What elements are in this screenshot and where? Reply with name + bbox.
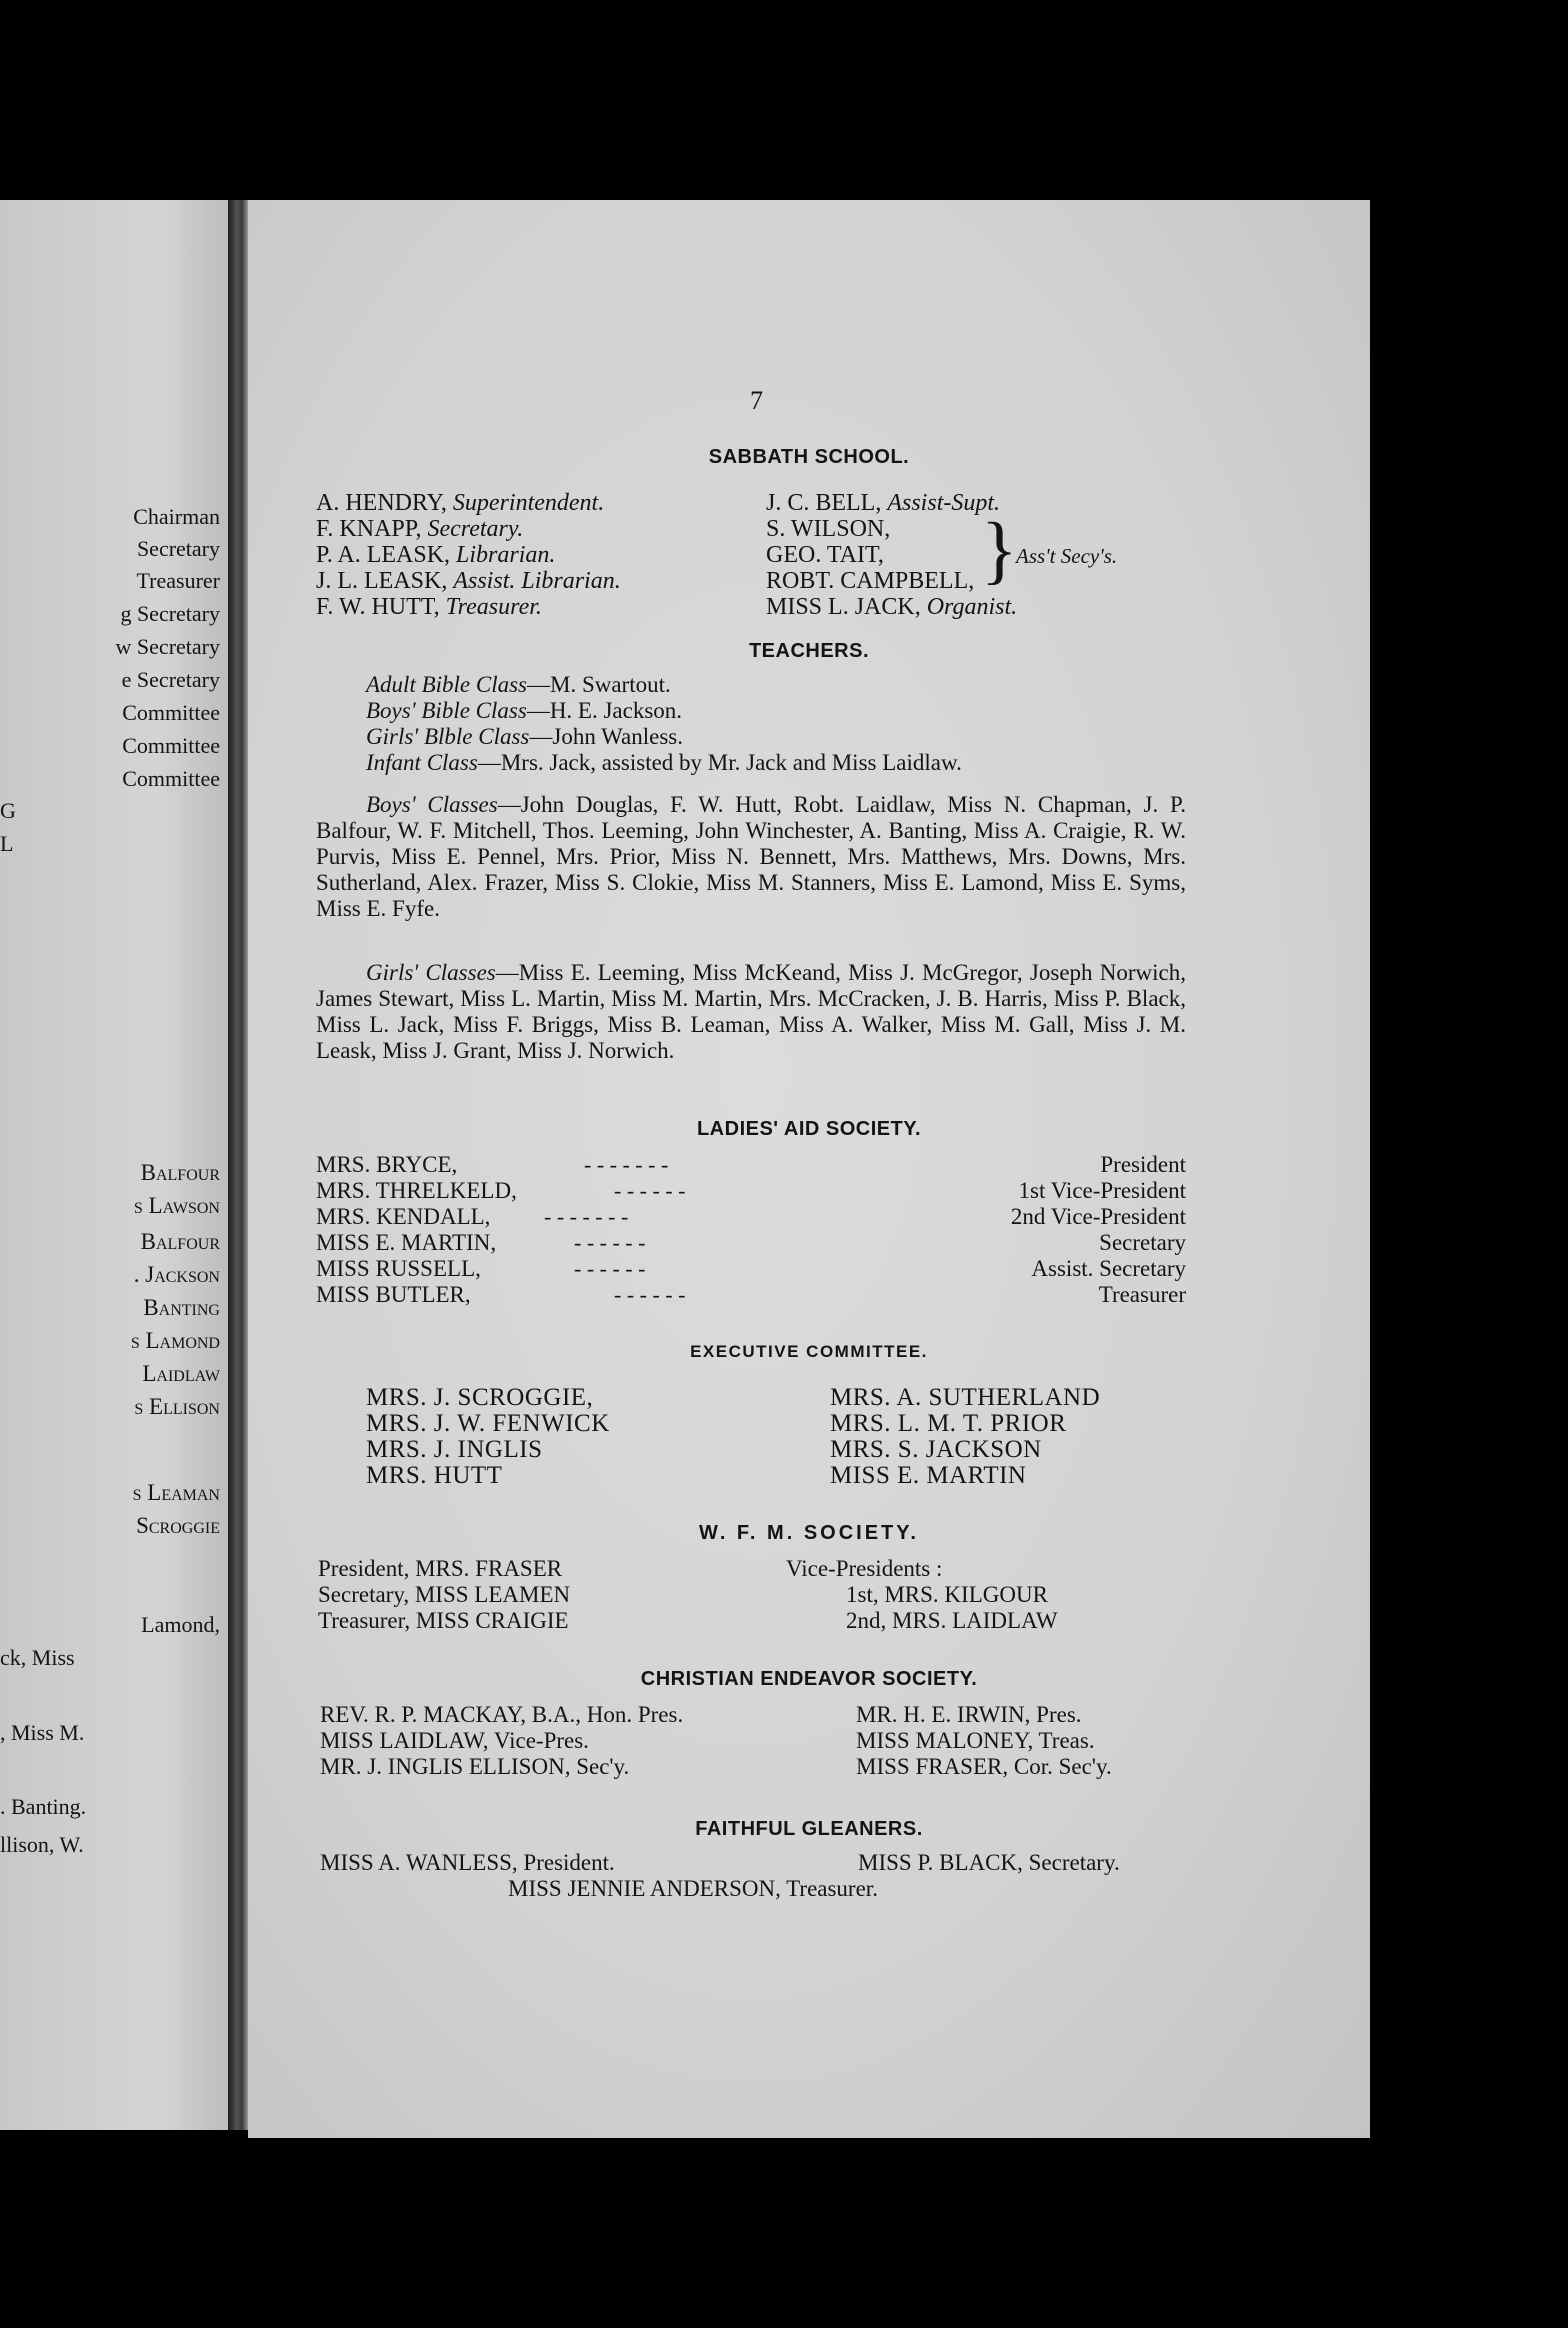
officer-row xyxy=(316,568,621,595)
officer-role: Secretary xyxy=(1099,1230,1186,1255)
class-text: —M. Swartout. xyxy=(527,672,671,697)
left-line: llison, W. xyxy=(0,1832,84,1857)
curly-brace-icon: } xyxy=(981,508,1018,592)
officer-name: P. A. LEASK, xyxy=(316,542,451,568)
committee-member: MRS. L. M. T. PRIOR xyxy=(830,1410,1067,1437)
page-7 xyxy=(248,200,1370,2138)
ce-officer: MR. H. E. IRWIN, Pres. xyxy=(856,1702,1082,1727)
ce-officer: MISS FRASER, Cor. Sec'y. xyxy=(856,1754,1112,1779)
left-line: Balfour xyxy=(140,1229,220,1254)
officer-row xyxy=(316,1256,1186,1282)
left-line: . Banting. xyxy=(0,1794,87,1819)
officer-role: Superintendent. xyxy=(452,490,605,516)
committee-member: MRS. A. SUTHERLAND xyxy=(830,1384,1101,1411)
officer-name: J. L. LEASK, xyxy=(316,568,448,594)
boys-classes-paragraph xyxy=(316,792,1186,922)
officer-name: GEO. TAIT, xyxy=(766,542,884,568)
officer-role: 1st Vice-President xyxy=(1018,1178,1186,1203)
officer-role: Librarian. xyxy=(456,542,556,568)
officer-name: MRS. THRELKELD, xyxy=(316,1178,517,1203)
left-line: s Lamond xyxy=(130,1328,220,1353)
class-label: Adult Bible Class xyxy=(366,672,527,697)
ce-officer: REV. R. P. MACKAY, B.A., Hon. Pres. xyxy=(320,1702,684,1727)
girls-classes-text: —Miss E. Leeming, Miss McKeand, Miss J. McGregor, Joseph Norwich, James Stewart, Miss L. Martin, Miss M. Martin, Mrs. McCracken, J. B. Harris, Miss P. Black, Miss L. Jack, Miss F. Briggs, Miss B. Leaman, Miss A. Walker, Miss M. Gall, Miss J. M. Leask, Miss J. Grant, Miss J. Norwich. xyxy=(316,960,1186,1063)
committee-member: MISS E. MARTIN xyxy=(830,1462,1027,1489)
committee-member: MRS. HUTT xyxy=(366,1462,503,1489)
left-line: s Leaman xyxy=(132,1480,220,1505)
wfm-officer: 2nd, MRS. LAIDLAW xyxy=(846,1608,1058,1633)
officer-name: MISS RUSSELL, xyxy=(316,1256,481,1281)
officer-row xyxy=(316,490,604,517)
gleaners-officer: MISS JENNIE ANDERSON, Treasurer. xyxy=(508,1876,878,1901)
class-line xyxy=(366,724,683,750)
officer-role: Treasurer xyxy=(1098,1282,1186,1307)
left-line: Laidlaw xyxy=(142,1361,220,1386)
gleaners-officer: MISS A. WANLESS, President. xyxy=(320,1850,615,1875)
class-line xyxy=(366,672,671,698)
officer-name: F. W. HUTT, xyxy=(316,594,440,620)
class-text: —John Wanless. xyxy=(529,724,684,749)
left-line: Chairman xyxy=(133,504,220,529)
officer-row xyxy=(766,516,890,543)
officer-name: MRS. BRYCE, xyxy=(316,1152,458,1177)
officer-name: J. C. BELL, xyxy=(766,490,882,516)
officer-name: ROBT. CAMPBELL, xyxy=(766,568,975,594)
class-line xyxy=(366,750,962,776)
leader-dots: - - - - - - xyxy=(574,1230,646,1255)
left-line: e Secretary xyxy=(121,667,220,692)
officer-name: S. WILSON, xyxy=(766,516,891,542)
left-line: L xyxy=(0,831,14,856)
left-line: Secretary xyxy=(136,536,220,561)
class-label: Infant Class xyxy=(366,750,478,775)
book-gutter xyxy=(228,200,248,2130)
wfm-society-heading: W. F. M. SOCIETY. xyxy=(699,1522,919,1544)
wfm-officer: Secretary, MISS LEAMEN xyxy=(318,1582,571,1607)
officer-role: Treasurer. xyxy=(445,594,542,620)
left-line: Committee xyxy=(122,733,220,758)
officer-row xyxy=(766,542,884,569)
ce-officer: MISS LAIDLAW, Vice-Pres. xyxy=(320,1728,589,1753)
officer-row xyxy=(316,1282,1186,1308)
girls-classes-paragraph xyxy=(316,960,1186,1064)
leader-dots: - - - - - - - xyxy=(584,1152,669,1177)
officer-name: MISS BUTLER, xyxy=(316,1282,471,1307)
class-label: Boys' Bible Class xyxy=(366,698,527,723)
class-text: —H. E. Jackson. xyxy=(526,698,683,723)
wfm-officer: 1st, MRS. KILGOUR xyxy=(846,1582,1048,1607)
gleaners-officer: MISS P. BLACK, Secretary. xyxy=(858,1850,1120,1875)
officer-name: F. KNAPP, xyxy=(316,516,422,542)
officer-role: Organist. xyxy=(926,594,1018,620)
brace-label: Ass't Secy's. xyxy=(1016,544,1118,568)
officer-row xyxy=(316,542,555,569)
leader-dots: - - - - - - xyxy=(574,1256,646,1281)
left-line: Treasurer xyxy=(136,568,220,593)
sabbath-school-heading: SABBATH SCHOOL. xyxy=(708,446,910,468)
officer-row xyxy=(316,1230,1186,1256)
officer-name: A. HENDRY, xyxy=(316,490,447,516)
boys-classes-label: Boys' Classes xyxy=(366,792,498,817)
officer-name: MISS L. JACK, xyxy=(766,594,921,620)
officer-name: MRS. KENDALL, xyxy=(316,1204,491,1229)
wfm-officer: Vice-Presidents : xyxy=(786,1556,943,1581)
left-line: ck, Miss xyxy=(0,1645,75,1670)
leader-dots: - - - - - - xyxy=(614,1178,686,1203)
committee-member: MRS. S. JACKSON xyxy=(830,1436,1042,1463)
class-label: Girls' Blble Class xyxy=(366,724,530,749)
officer-row xyxy=(316,1178,1186,1204)
girls-classes-label: Girls' Classes xyxy=(366,960,496,985)
committee-member: MRS. J. SCROGGIE, xyxy=(366,1384,594,1411)
wfm-officer: Treasurer, MISS CRAIGIE xyxy=(318,1608,569,1633)
left-line: g Secretary xyxy=(120,601,220,626)
officer-role: Assist. Secretary xyxy=(1031,1256,1186,1281)
boys-classes-text: —John Douglas, F. W. Hutt, Robt. Laidlaw, Miss N. Chapman, J. P. Balfour, W. F. Mitchell, Thos. Leeming, John Winchester, A. Banting, Miss A. Craigie, R. W. Purvis, Miss E. Pennel, Mrs. Prior, Miss N. Bennett, Mrs. Matthews, Mrs. Downs, Mrs. Sutherland, Alex. Frazer, Miss S. Clokie, Miss M. Stanners, Miss E. Lamond, Miss E. Syms, Miss E. Fyfe. xyxy=(316,792,1186,921)
officer-role: Secretary. xyxy=(427,516,524,542)
left-line: w Secretary xyxy=(115,634,220,659)
left-line: Committee xyxy=(122,700,220,725)
ladies-aid-heading: LADIES' AID SOCIETY. xyxy=(696,1118,922,1140)
officer-role: 2nd Vice-President xyxy=(1010,1204,1186,1229)
wfm-officer: President, MRS. FRASER xyxy=(318,1556,563,1581)
officer-row xyxy=(316,1152,1186,1178)
officer-role: President xyxy=(1100,1152,1186,1177)
officer-row xyxy=(766,594,1017,621)
officer-row xyxy=(316,1204,1186,1230)
left-line: . Jackson xyxy=(133,1262,220,1287)
teachers-heading: TEACHERS. xyxy=(748,640,870,662)
left-line: Lamond, xyxy=(141,1612,220,1637)
left-line: Scroggie xyxy=(136,1513,220,1538)
officer-role: Assist-Supt. xyxy=(887,490,1001,516)
officer-row xyxy=(316,516,523,543)
left-line: s Ellison xyxy=(134,1394,220,1419)
faithful-gleaners-heading: FAITHFUL GLEANERS. xyxy=(695,1818,923,1840)
class-text: —Mrs. Jack, assisted by Mr. Jack and Miss Laidlaw. xyxy=(477,750,962,775)
ce-officer: MR. J. INGLIS ELLISON, Sec'y. xyxy=(320,1754,630,1779)
christian-endeavor-heading: CHRISTIAN ENDEAVOR SOCIETY. xyxy=(640,1668,978,1690)
ladies-aid-officers xyxy=(316,1152,1186,1312)
committee-member: MRS. J. W. FENWICK xyxy=(366,1410,610,1437)
left-line: s Lawson xyxy=(133,1193,220,1218)
left-line: Banting xyxy=(143,1295,220,1320)
page-number: 7 xyxy=(750,386,763,415)
leader-dots: - - - - - - xyxy=(614,1282,686,1307)
left-line: , Miss M. xyxy=(0,1720,85,1745)
class-line xyxy=(366,698,682,724)
previous-page-fragment xyxy=(0,200,228,2130)
left-line: G xyxy=(0,798,16,823)
officer-row xyxy=(766,568,974,595)
officer-row xyxy=(766,490,1000,517)
committee-member: MRS. J. INGLIS xyxy=(366,1436,543,1463)
left-line: Committee xyxy=(122,766,220,791)
officer-role: Assist. Librarian. xyxy=(453,568,621,594)
ce-officer: MISS MALONEY, Treas. xyxy=(856,1728,1095,1753)
officer-name: MISS E. MARTIN, xyxy=(316,1230,497,1255)
officer-row xyxy=(316,594,542,621)
executive-committee-heading: EXECUTIVE COMMITTEE. xyxy=(690,1342,928,1361)
left-line: Balfour xyxy=(140,1160,220,1185)
leader-dots: - - - - - - - xyxy=(544,1204,629,1229)
